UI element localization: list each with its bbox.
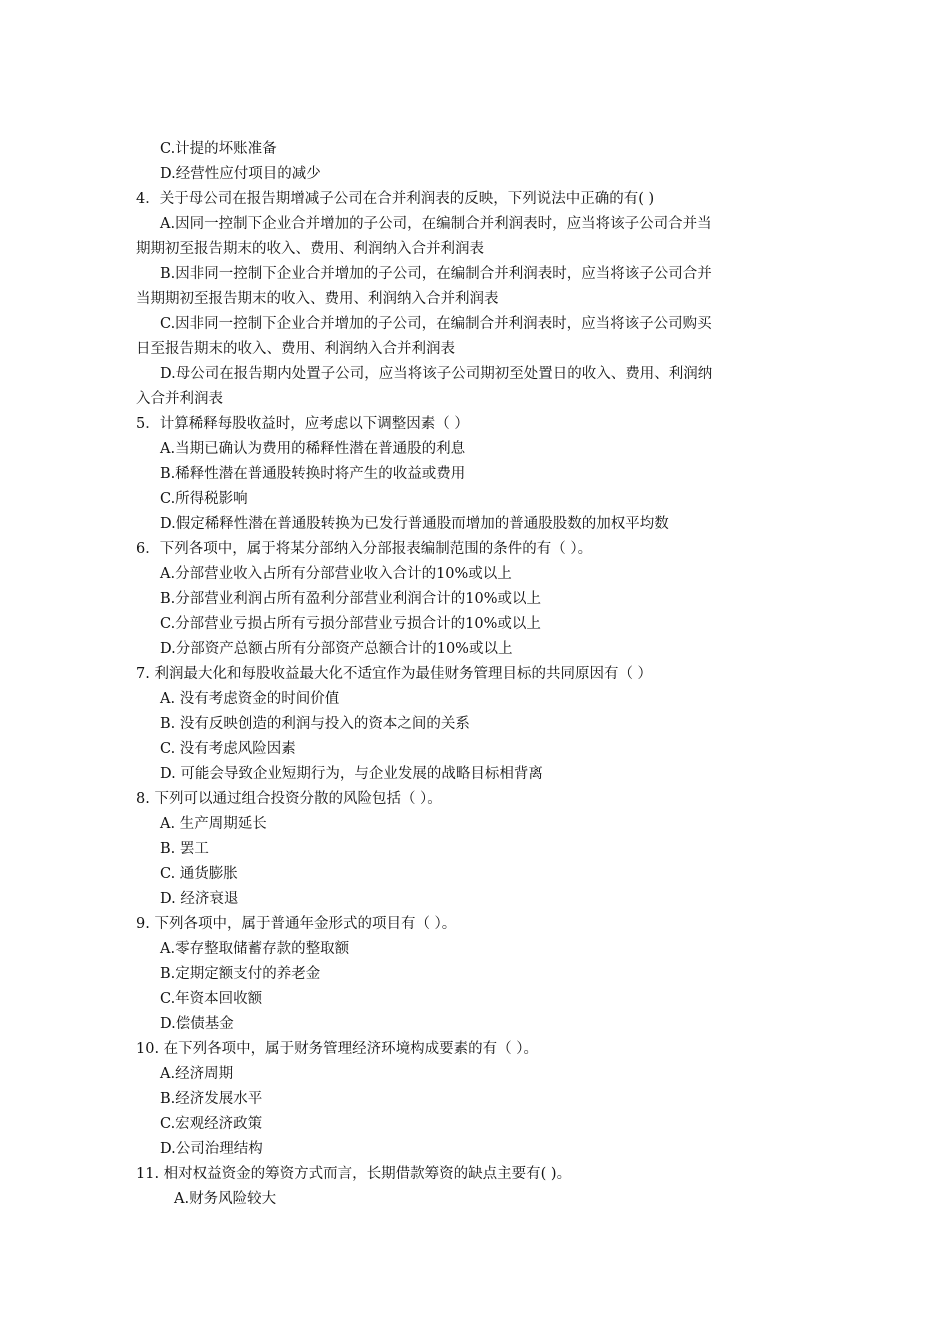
option-9c: C.年资本回收额 <box>160 991 263 1007</box>
question-11: 11. 相对权益资金的筹资方式而言，长期借款筹资的缺点主要有( )。 <box>136 1166 572 1182</box>
option-4a-cont: 期期初至报告期末的收入、费用、利润纳入合并利润表 <box>136 241 484 257</box>
question-7: 7. 利润最大化和每股收益最大化不适宜作为最佳财务管理目标的共同原因有（ ） <box>136 666 653 682</box>
option-7d: D. 可能会导致企业短期行为，与企业发展的战略目标相背离 <box>160 766 543 782</box>
option-10a: A.经济周期 <box>160 1066 234 1082</box>
option-8d: D. 经济衰退 <box>160 891 239 907</box>
option-9a: A.零存整取储蓄存款的整取额 <box>160 941 350 957</box>
option-10c: C.宏观经济政策 <box>160 1116 263 1132</box>
option-8b: B. 罢工 <box>160 841 209 857</box>
option-9b: B.定期定额支付的养老金 <box>160 966 321 982</box>
option-6d: D.分部资产总额占所有分部资产总额合计的10%或以上 <box>160 641 513 657</box>
option-11a: A.财务风险较大 <box>174 1191 277 1207</box>
option-10b: B.经济发展水平 <box>160 1091 263 1107</box>
option-6c: C.分部营业亏损占所有亏损分部营业亏损合计的10%或以上 <box>160 616 541 632</box>
option-4c: C.因非同一控制下企业合并增加的子公司，在编制合并利润表时，应当将该子公司购买 <box>160 316 712 332</box>
option-8a: A. 生产周期延长 <box>160 816 267 832</box>
option-4d: D.母公司在报告期内处置子公司，应当将该子公司期初至处置日的收入、费用、利润纳 <box>160 366 713 382</box>
question-9: 9. 下列各项中，属于普通年金形式的项目有（ ）。 <box>136 916 457 932</box>
option-10d: D.公司治理结构 <box>160 1141 263 1157</box>
option-5b: B.稀释性潜在普通股转换时将产生的收益或费用 <box>160 466 466 482</box>
option-9d: D.偿债基金 <box>160 1016 234 1032</box>
option-4a: A.因同一控制下企业合并增加的子公司，在编制合并利润表时，应当将该子公司合并当 <box>160 216 712 232</box>
option-6a: A.分部营业收入占所有分部营业收入合计的10%或以上 <box>160 566 512 582</box>
question-5: 5．计算稀释每股收益时，应考虑以下调整因素（ ） <box>136 416 469 432</box>
option-4b: B.因非同一控制下企业合并增加的子公司，在编制合并利润表时，应当将该子公司合并 <box>160 266 712 282</box>
question-10: 10. 在下列各项中，属于财务管理经济环境构成要素的有（ ）。 <box>136 1041 539 1057</box>
option-4b-cont: 当期期初至报告期末的收入、费用、利润纳入合并利润表 <box>136 291 499 307</box>
option-8c: C. 通货膨胀 <box>160 866 238 882</box>
question-4: 4．关于母公司在报告期增减子公司在合并利润表的反映，下列说法中正确的有( ) <box>136 191 655 207</box>
option-3c: C.计提的坏账准备 <box>160 141 277 157</box>
option-5c: C.所得税影响 <box>160 491 248 507</box>
option-5a: A.当期已确认为费用的稀释性潜在普通股的利息 <box>160 441 466 457</box>
option-3d: D.经营性应付项目的减少 <box>160 166 321 182</box>
option-6b: B.分部营业利润占所有盈利分部营业利润合计的10%或以上 <box>160 591 541 607</box>
option-7b: B. 没有反映创造的利润与投入的资本之间的关系 <box>160 716 470 732</box>
question-6: 6．下列各项中，属于将某分部纳入分部报表编制范围的条件的有（ ）。 <box>136 541 593 557</box>
question-8: 8. 下列可以通过组合投资分散的风险包括（ ）。 <box>136 791 442 807</box>
option-5d: D.假定稀释性潜在普通股转换为已发行普通股而增加的普通股股数的加权平均数 <box>160 516 669 532</box>
option-4d-cont: 入合并利润表 <box>136 391 223 407</box>
option-7c: C. 没有考虑风险因素 <box>160 741 296 757</box>
option-7a: A. 没有考虑资金的时间价值 <box>160 691 340 707</box>
option-4c-cont: 日至报告期末的收入、费用、利润纳入合并利润表 <box>136 341 455 357</box>
